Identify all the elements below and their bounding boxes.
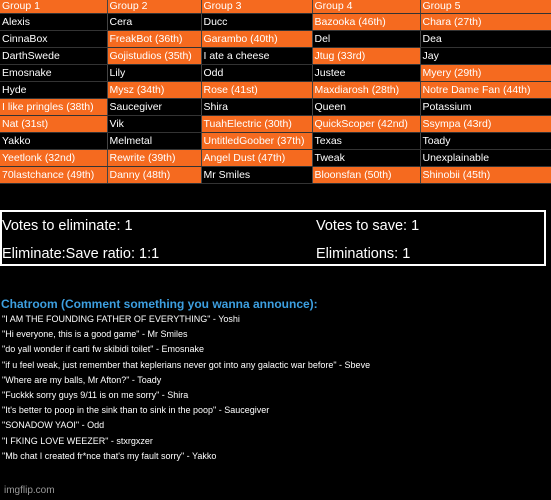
contestant-cell: Emosnake bbox=[0, 65, 107, 82]
vote-stats-box bbox=[0, 210, 546, 266]
votes-to-eliminate: Votes to eliminate: 1 bbox=[2, 218, 133, 234]
eliminations-count: Eliminations: 1 bbox=[316, 246, 411, 262]
table-row bbox=[0, 31, 551, 48]
group-header: Group 1 bbox=[0, 0, 107, 14]
contestant-cell: Mysz (34th) bbox=[107, 82, 201, 99]
groups-table-body bbox=[0, 0, 551, 184]
contestant-cell: Alexis bbox=[0, 14, 107, 31]
contestant-cell: Yeetlonk (32nd) bbox=[0, 150, 107, 167]
table-row bbox=[0, 48, 551, 65]
contestant-cell: Maxdiarosh (28th) bbox=[312, 82, 420, 99]
contestant-cell: Garambo (40th) bbox=[201, 31, 312, 48]
contestant-cell: Mr Smiles bbox=[201, 167, 312, 184]
header-row bbox=[0, 0, 551, 14]
chat-message: "It's better to poop in the sink than to sink in the poop" - Saucegiver bbox=[2, 405, 270, 416]
contestant-cell: Nat (31st) bbox=[0, 116, 107, 133]
group-header: Group 3 bbox=[201, 0, 312, 14]
contestant-cell: Danny (48th) bbox=[107, 167, 201, 184]
contestant-cell: Melmetal bbox=[107, 133, 201, 150]
contestant-cell: Ssympa (43rd) bbox=[420, 116, 551, 133]
contestant-cell: Lily bbox=[107, 65, 201, 82]
chat-messages bbox=[2, 312, 370, 464]
contestant-cell: Del bbox=[312, 31, 420, 48]
contestant-cell: Hyde bbox=[0, 82, 107, 99]
chat-message: "if u feel weak, just remember that keplerians never got into any galactic war before" - Sbeve bbox=[2, 359, 371, 370]
contestant-cell: FreakBot (36th) bbox=[107, 31, 201, 48]
contestant-cell: Unexplainable bbox=[420, 150, 551, 167]
contestant-cell: Chara (27th) bbox=[420, 14, 551, 31]
contestant-cell: I ate a cheese bbox=[201, 48, 312, 65]
contestant-cell: Notre Dame Fan (44th) bbox=[420, 82, 551, 99]
contestant-cell: Vik bbox=[107, 116, 201, 133]
votes-to-save: Votes to save: 1 bbox=[316, 218, 420, 234]
contestant-cell: Angel Dust (47th) bbox=[201, 150, 312, 167]
table-row bbox=[0, 14, 551, 31]
groups-table bbox=[0, 0, 551, 184]
table-row bbox=[0, 167, 551, 184]
contestant-cell: Cera bbox=[107, 14, 201, 31]
contestant-cell: Shira bbox=[201, 99, 312, 116]
contestant-cell: Rose (41st) bbox=[201, 82, 312, 99]
chat-message: "Mb chat I created fr*nce that's my fault sorry" - Yakko bbox=[2, 450, 217, 461]
contestant-cell: Saucegiver bbox=[107, 99, 201, 116]
table-row bbox=[0, 65, 551, 82]
table-row bbox=[0, 116, 551, 133]
eliminate-save-ratio: Eliminate:Save ratio: 1:1 bbox=[2, 246, 160, 262]
contestant-cell: Odd bbox=[201, 65, 312, 82]
contestant-cell: Jtug (33rd) bbox=[312, 48, 420, 65]
contestant-cell: Bloonsfan (50th) bbox=[312, 167, 420, 184]
chat-message: "I FKING LOVE WEEZER" - stxrgxzer bbox=[2, 435, 153, 446]
group-header: Group 4 bbox=[312, 0, 420, 14]
contestant-cell: QuickScoper (42nd) bbox=[312, 116, 420, 133]
group-header: Group 2 bbox=[107, 0, 201, 14]
contestant-cell: DarthSwede bbox=[0, 48, 107, 65]
chat-message: "SONADOW YAOI" - Odd bbox=[2, 420, 105, 431]
contestant-cell: Shinobii (45th) bbox=[420, 167, 551, 184]
contestant-cell: Justee bbox=[312, 65, 420, 82]
contestant-cell: CinnaBox bbox=[0, 31, 107, 48]
watermark: imgflip.com bbox=[4, 485, 55, 496]
contestant-cell: I like pringles (38th) bbox=[0, 99, 107, 116]
contestant-cell: Dea bbox=[420, 31, 551, 48]
contestant-cell: Jay bbox=[420, 48, 551, 65]
chat-message: "Where are my balls, Mr Afton?" - Toady bbox=[2, 374, 162, 385]
contestant-cell: Rewrite (39th) bbox=[107, 150, 201, 167]
chat-message: "do yall wonder if carti fw skibidi toilet" - Emosnake bbox=[2, 344, 204, 355]
chat-message: "Hi everyone, this is a good game" - Mr Smiles bbox=[2, 329, 188, 340]
contestant-cell: 70lastchance (49th) bbox=[0, 167, 107, 184]
contestant-cell: Bazooka (46th) bbox=[312, 14, 420, 31]
contestant-cell: Yakko bbox=[0, 133, 107, 150]
contestant-cell: TuahElectric (30th) bbox=[201, 116, 312, 133]
chatroom-title: Chatroom (Comment something you wanna announce): bbox=[1, 297, 318, 311]
chat-message: "I AM THE FOUNDING FATHER OF EVERYTHING" - Yoshi bbox=[2, 314, 240, 324]
contestant-cell: Tweak bbox=[312, 150, 420, 167]
contestant-cell: Myery (29th) bbox=[420, 65, 551, 82]
contestant-cell: Queen bbox=[312, 99, 420, 116]
contestant-cell: Gojistudios (35th) bbox=[107, 48, 201, 65]
contestant-cell: UntitledGoober (37th) bbox=[201, 133, 312, 150]
table-row bbox=[0, 82, 551, 99]
table-row bbox=[0, 150, 551, 167]
contestant-cell: Ducc bbox=[201, 14, 312, 31]
contestant-cell: Texas bbox=[312, 133, 420, 150]
contestant-cell: Toady bbox=[420, 133, 551, 150]
table-row bbox=[0, 133, 551, 150]
table-row bbox=[0, 99, 551, 116]
contestant-cell: Potassium bbox=[420, 99, 551, 116]
group-header: Group 5 bbox=[420, 0, 551, 14]
chat-message: "Fuckkk sorry guys 9/11 is on me sorry" - Shira bbox=[2, 389, 189, 400]
